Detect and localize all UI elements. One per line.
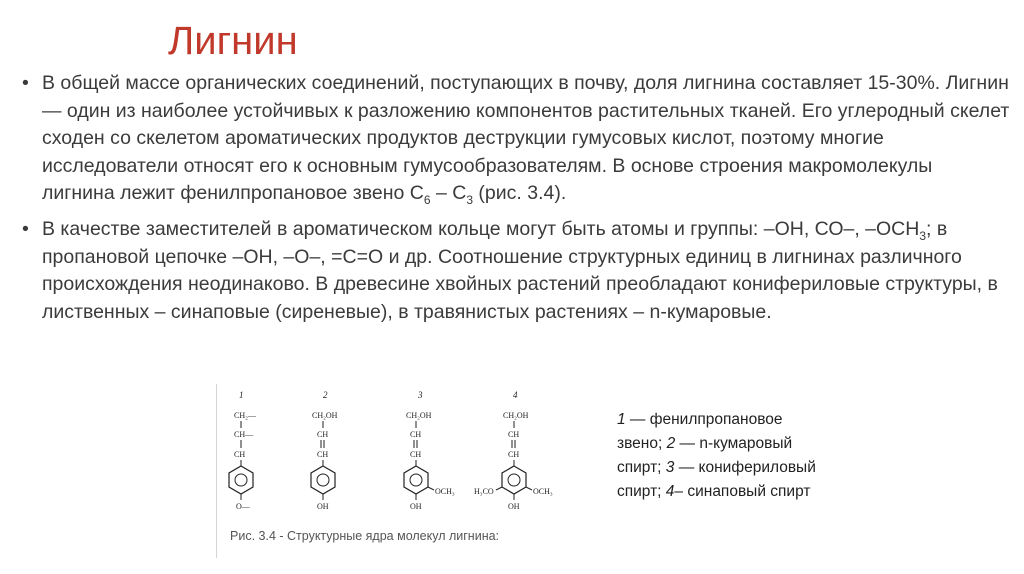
structure-4 xyxy=(474,390,553,511)
figure-caption: Рис. 3.4 - Структурные ядра молекул лигнина: xyxy=(230,529,500,543)
chem-label: CH xyxy=(508,450,520,459)
subscript: 3 xyxy=(466,193,473,208)
structures-diagram xyxy=(216,384,576,529)
legend-number: 4 xyxy=(665,483,675,500)
bullet-dot-icon: • xyxy=(22,72,29,94)
bullet-text: – С xyxy=(430,182,467,205)
chem-label: O— xyxy=(236,502,250,511)
chem-label: H₃CO xyxy=(474,487,494,496)
bullet-text: В качестве заместителей в ароматическом кольце могут быть атомы и группы: –ОН, СО–, –ОСН xyxy=(42,217,920,240)
figure xyxy=(216,384,576,558)
bullet-item xyxy=(20,216,1010,326)
bullet-item xyxy=(20,70,1010,208)
figure-legend xyxy=(617,408,816,504)
chem-label: CH xyxy=(234,450,246,459)
benzene-ring-icon xyxy=(311,466,335,494)
chem-label: CH₂— xyxy=(234,411,256,420)
subscript: 6 xyxy=(423,193,431,208)
bullet-text: (рис. 3.4). xyxy=(473,182,567,205)
legend-text: звено; xyxy=(617,435,667,452)
bullet-text: ; в пропановой цепочке –ОН, –О–, =С=О и др. Соотношение структурных единиц в лигнинах различного происхождения неодинаково. В древесине хвойных растений преобладают конифериловые структуры, в лиственных – синаповые (сиреневые), в травянистых растениях – n-кумаровые. xyxy=(42,217,998,323)
legend-number: 2 xyxy=(666,435,676,452)
chem-label: OCH₃ xyxy=(435,487,455,496)
structure-1 xyxy=(229,390,257,511)
chem-label: CH xyxy=(317,430,329,439)
structure-number: 1 xyxy=(239,390,244,400)
legend-text: — фенилпропановое xyxy=(625,411,783,428)
benzene-ring-icon xyxy=(404,466,428,494)
bullet-dot-icon: • xyxy=(22,217,29,240)
legend-line xyxy=(617,480,816,504)
structure-2 xyxy=(311,390,338,511)
legend-number: 1 xyxy=(617,411,626,428)
legend-line xyxy=(617,456,816,480)
legend-text: – синаповый спирт xyxy=(674,483,811,500)
benzene-ring-icon xyxy=(229,466,253,494)
legend-text: — n-кумаровый xyxy=(675,435,793,452)
subscript: 3 xyxy=(919,228,927,243)
chem-label: CH₂OH xyxy=(312,411,338,420)
chem-label: OH xyxy=(508,502,520,511)
benzene-ring-icon xyxy=(502,466,526,494)
chem-label: CH xyxy=(410,450,422,459)
chem-label: CH xyxy=(317,450,329,459)
legend-line xyxy=(617,432,816,456)
legend-text: — конифериловый xyxy=(674,459,816,476)
bullet-list xyxy=(20,70,1010,326)
legend-text: спирт; xyxy=(617,459,666,476)
bullet-text: В общей массе органических соединений, поступающих в почву, доля лигнина составляет 15-30%. Лигнин — один из наиболее устойчивых к разложению компонентов растительных тканей. Его углеродный скелет сходен со скелетом ароматических продуктов деструкции гумусовых кислот, поэтому многие исследователи относят его к основным гумусообразователям. В основе строения макромолекулы лигнина лежит фенилпропановое звено С xyxy=(42,72,1010,205)
legend-line xyxy=(617,408,816,432)
chem-label: OH xyxy=(410,502,422,511)
chem-label: CH xyxy=(508,430,520,439)
chem-label: CH₂OH xyxy=(503,411,529,420)
legend-number: 3 xyxy=(665,459,675,476)
slide-title: Лигнин xyxy=(168,19,298,63)
structure-number: 2 xyxy=(323,390,328,400)
legend-text: спирт; xyxy=(617,483,666,500)
chem-label: OH xyxy=(317,502,329,511)
structure-number: 4 xyxy=(513,390,518,400)
structure-3 xyxy=(404,390,455,511)
chem-label: CH xyxy=(410,430,422,439)
chem-label: CH— xyxy=(234,430,254,439)
chem-label: OCH₃ xyxy=(533,487,553,496)
structure-number: 3 xyxy=(418,390,423,400)
chem-label: CH₂OH xyxy=(406,411,432,420)
